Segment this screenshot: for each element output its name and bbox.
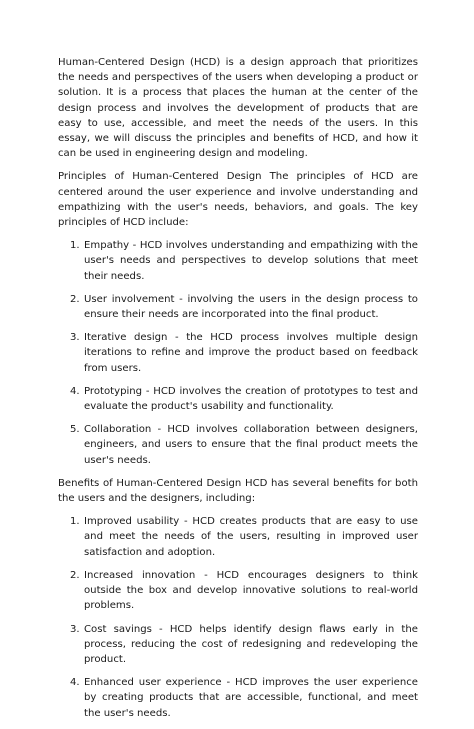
intro-paragraph: Human-Centered Design (HCD) is a design approach that prioritizes the needs and perspectives of the users when developing a product or solution. It is a process that places the human at the center of the design process and involves the development of products that are easy to use, accessible, and meet the needs of the users. In this essay, we will discuss the principles and benefits of HCD, and how it can be used in engineering design and modeling. bbox=[58, 57, 418, 160]
list-item-text: Increased innovation - HCD encourages designers to think outside the box and develop innovative solutions to real-world problems. bbox=[84, 569, 418, 612]
list-item bbox=[58, 568, 418, 614]
benefits-list bbox=[58, 514, 418, 720]
list-number: 4. bbox=[70, 677, 80, 689]
principles-list bbox=[58, 238, 418, 468]
list-item-text: Iterative design - the HCD process involves multiple design iterations to refine and improve the product based on feedback from users. bbox=[84, 332, 418, 374]
list-item bbox=[58, 330, 418, 376]
list-item-text: User involvement - involving the users in the design process to ensure their needs are incorporated into the final product. bbox=[84, 293, 418, 321]
list-item bbox=[58, 422, 418, 468]
principles-intro-paragraph: Principles of Human-Centered Design The principles of HCD are centered around the user experience and involve understanding and empathizing with the user's needs, behaviors, and goals. The key principles of HCD include: bbox=[58, 171, 418, 229]
list-item-text: Prototyping - HCD involves the creation of prototypes to test and evaluate the product's usability and functionality. bbox=[84, 385, 418, 413]
list-item-text: Improved usability - HCD creates products that are easy to use and meet the needs of the users, resulting in improved user satisfaction and adoption. bbox=[84, 516, 418, 558]
list-number: 1. bbox=[70, 516, 80, 528]
list-item bbox=[58, 622, 418, 668]
list-item-text: Enhanced user experience - HCD improves the user experience by creating products that are accessible, functional, and meet the user's needs. bbox=[84, 677, 418, 719]
list-item bbox=[58, 292, 418, 322]
list-number: 3. bbox=[70, 623, 80, 635]
list-item bbox=[58, 238, 418, 284]
list-number: 4. bbox=[70, 385, 80, 397]
list-item bbox=[58, 384, 418, 414]
list-number: 2. bbox=[70, 293, 80, 305]
list-item bbox=[58, 514, 418, 560]
benefits-intro-paragraph: Benefits of Human-Centered Design HCD has several benefits for both the users and the designers, including: bbox=[58, 477, 418, 505]
list-item-text: Collaboration - HCD involves collaboration between designers, engineers, and users to ensure that the final product meets the user's needs. bbox=[84, 424, 418, 466]
list-item bbox=[58, 675, 418, 721]
list-item-text: Empathy - HCD involves understanding and empathizing with the user's needs and perspectives to develop solutions that meet their needs. bbox=[84, 240, 418, 282]
list-number: 2. bbox=[70, 569, 80, 581]
list-number: 3. bbox=[70, 332, 80, 344]
list-number: 5. bbox=[70, 424, 80, 436]
list-item-text: Cost savings - HCD helps identify design flaws early in the process, reducing the cost of redesigning and redeveloping the product. bbox=[84, 623, 418, 665]
list-number: 1. bbox=[70, 240, 80, 252]
document-page bbox=[58, 55, 418, 729]
